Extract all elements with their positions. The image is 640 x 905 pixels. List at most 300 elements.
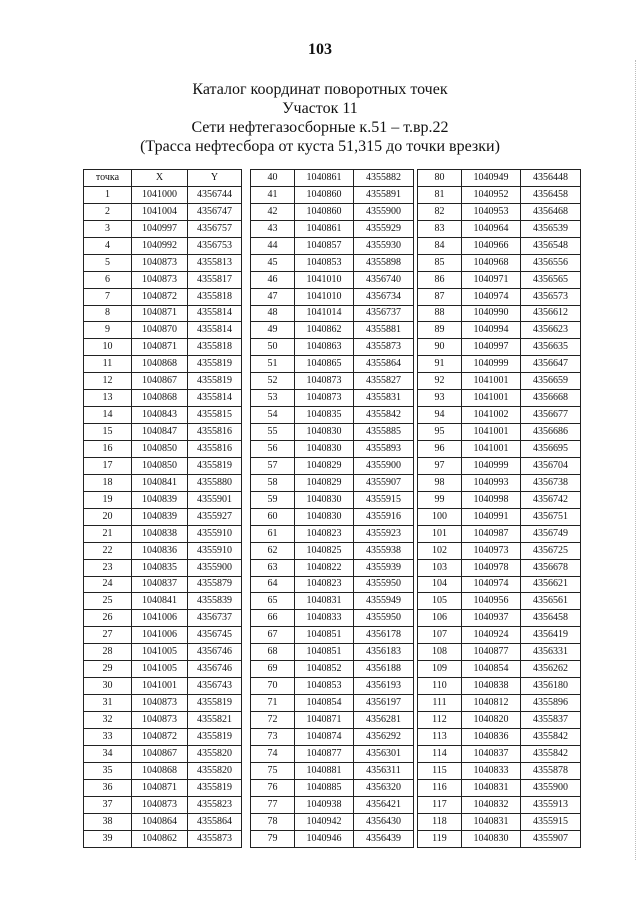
y-cell: 4356430: [354, 813, 414, 830]
table-row: [251, 644, 414, 661]
x-cell: 1040837: [462, 745, 521, 762]
table-row: [418, 271, 581, 288]
point-cell: 118: [418, 813, 462, 830]
table-row: [418, 593, 581, 610]
y-cell: 4355837: [521, 712, 581, 729]
y-cell: 4356458: [521, 186, 581, 203]
point-cell: 85: [418, 254, 462, 271]
table-row: [251, 695, 414, 712]
table-row: [84, 712, 242, 729]
point-cell: 49: [251, 322, 295, 339]
y-cell: 4355831: [354, 390, 414, 407]
point-cell: 42: [251, 203, 295, 220]
y-cell: 4355815: [188, 407, 242, 424]
point-cell: 1: [84, 186, 132, 203]
x-cell: 1040885: [295, 779, 354, 796]
y-cell: 4356468: [521, 203, 581, 220]
x-cell: 1040971: [462, 271, 521, 288]
x-cell: 1040873: [132, 254, 188, 271]
point-cell: 71: [251, 695, 295, 712]
point-cell: 55: [251, 424, 295, 441]
x-cell: 1040946: [295, 830, 354, 847]
table-row: [251, 627, 414, 644]
table-row: [84, 576, 242, 593]
table-row: [251, 254, 414, 271]
point-cell: 5: [84, 254, 132, 271]
point-cell: 8: [84, 305, 132, 322]
table-row: [84, 254, 242, 271]
table-row: [251, 390, 414, 407]
point-cell: 50: [251, 339, 295, 356]
table-row: [251, 373, 414, 390]
point-cell: 67: [251, 627, 295, 644]
y-cell: 4355907: [354, 474, 414, 491]
table-row: [251, 678, 414, 695]
x-cell: 1040868: [132, 390, 188, 407]
point-cell: 20: [84, 508, 132, 525]
y-cell: 4355839: [188, 593, 242, 610]
y-cell: 4356746: [188, 661, 242, 678]
x-cell: 1040872: [132, 728, 188, 745]
table-row: [84, 390, 242, 407]
point-cell: 45: [251, 254, 295, 271]
y-cell: 4355915: [521, 813, 581, 830]
point-cell: 101: [418, 525, 462, 542]
table-row: [251, 271, 414, 288]
table-row: [418, 237, 581, 254]
table-row: [84, 661, 242, 678]
point-cell: 105: [418, 593, 462, 610]
table-row: [418, 491, 581, 508]
y-cell: 4356565: [521, 271, 581, 288]
x-cell: 1040873: [132, 695, 188, 712]
table-row: [418, 508, 581, 525]
y-cell: 4356743: [188, 678, 242, 695]
x-cell: 1040850: [132, 457, 188, 474]
point-cell: 19: [84, 491, 132, 508]
point-cell: 102: [418, 542, 462, 559]
table-row: [418, 576, 581, 593]
x-cell: 1040924: [462, 627, 521, 644]
x-cell: 1040937: [462, 610, 521, 627]
y-cell: 4355929: [354, 220, 414, 237]
point-cell: 34: [84, 745, 132, 762]
x-cell: 1040994: [462, 322, 521, 339]
point-cell: 41: [251, 186, 295, 203]
x-cell: 1040862: [132, 830, 188, 847]
x-cell: 1040839: [132, 491, 188, 508]
y-cell: 4355819: [188, 356, 242, 373]
point-cell: 88: [418, 305, 462, 322]
x-cell: 1040966: [462, 237, 521, 254]
point-cell: 54: [251, 407, 295, 424]
y-cell: 4355896: [521, 695, 581, 712]
point-cell: 61: [251, 525, 295, 542]
y-cell: 4355881: [354, 322, 414, 339]
point-cell: 26: [84, 610, 132, 627]
y-cell: 4355827: [354, 373, 414, 390]
page-number: 103: [308, 41, 332, 58]
point-cell: 100: [418, 508, 462, 525]
table-row: [418, 542, 581, 559]
x-cell: 1040997: [132, 220, 188, 237]
y-cell: 4356635: [521, 339, 581, 356]
table-row: [418, 390, 581, 407]
point-cell: 68: [251, 644, 295, 661]
table-row: [84, 491, 242, 508]
y-cell: 4356749: [521, 525, 581, 542]
table-row: [251, 745, 414, 762]
y-cell: 4356448: [521, 170, 581, 187]
y-cell: 4355814: [188, 390, 242, 407]
y-cell: 4356753: [188, 237, 242, 254]
x-cell: 1040833: [462, 762, 521, 779]
table-row: [418, 610, 581, 627]
point-cell: 97: [418, 457, 462, 474]
table-row: [418, 678, 581, 695]
table-row: [84, 203, 242, 220]
table-row: [251, 779, 414, 796]
table-row: [418, 254, 581, 271]
y-cell: 4355891: [354, 186, 414, 203]
x-cell: 1041005: [132, 644, 188, 661]
table-row: [418, 288, 581, 305]
table-row: [251, 813, 414, 830]
x-cell: 1040861: [295, 220, 354, 237]
x-cell: 1040854: [295, 695, 354, 712]
y-cell: 4356458: [521, 610, 581, 627]
x-cell: 1040874: [295, 728, 354, 745]
y-cell: 4355814: [188, 322, 242, 339]
table-row: [251, 288, 414, 305]
table-row: [251, 305, 414, 322]
point-cell: 39: [84, 830, 132, 847]
point-cell: 12: [84, 373, 132, 390]
y-cell: 4355900: [521, 779, 581, 796]
header-y: Y: [188, 170, 242, 187]
x-cell: 1041001: [462, 424, 521, 441]
x-cell: 1040868: [132, 356, 188, 373]
y-cell: 4356178: [354, 627, 414, 644]
y-cell: 4356292: [354, 728, 414, 745]
point-cell: 63: [251, 559, 295, 576]
point-cell: 6: [84, 271, 132, 288]
x-cell: 1040823: [295, 576, 354, 593]
point-cell: 72: [251, 712, 295, 729]
y-cell: 4355880: [188, 474, 242, 491]
y-cell: 4356556: [521, 254, 581, 271]
table-row: [84, 305, 242, 322]
x-cell: 1041005: [132, 661, 188, 678]
y-cell: 4356737: [354, 305, 414, 322]
x-cell: 1040830: [295, 441, 354, 458]
table-row: [418, 424, 581, 441]
point-cell: 112: [418, 712, 462, 729]
x-cell: 1040864: [132, 813, 188, 830]
y-cell: 4356331: [521, 644, 581, 661]
y-cell: 4356686: [521, 424, 581, 441]
x-cell: 1040956: [462, 593, 521, 610]
y-cell: 4355823: [188, 796, 242, 813]
table-row: [84, 593, 242, 610]
y-cell: 4355882: [354, 170, 414, 187]
coordinates-table-2: [250, 169, 414, 848]
table-row: [418, 220, 581, 237]
x-cell: 1041014: [295, 305, 354, 322]
point-cell: 51: [251, 356, 295, 373]
y-cell: 4355913: [521, 796, 581, 813]
table-row: [251, 559, 414, 576]
x-cell: 1041001: [462, 373, 521, 390]
point-cell: 69: [251, 661, 295, 678]
x-cell: 1040952: [462, 186, 521, 203]
point-cell: 76: [251, 779, 295, 796]
table-row: [251, 712, 414, 729]
y-cell: 4356747: [188, 203, 242, 220]
x-cell: 1040871: [132, 305, 188, 322]
y-cell: 4355950: [354, 610, 414, 627]
table-row: [418, 712, 581, 729]
y-cell: 4355818: [188, 339, 242, 356]
point-cell: 65: [251, 593, 295, 610]
y-cell: 4356740: [354, 271, 414, 288]
y-cell: 4355821: [188, 712, 242, 729]
table-row: [84, 339, 242, 356]
y-cell: 4356281: [354, 712, 414, 729]
table-header-row: [84, 170, 242, 187]
x-cell: 1040881: [295, 762, 354, 779]
x-cell: 1040852: [295, 661, 354, 678]
y-cell: 4356188: [354, 661, 414, 678]
point-cell: 53: [251, 390, 295, 407]
table-row: [418, 661, 581, 678]
coordinates-table-1: [83, 169, 242, 848]
table-row: [418, 407, 581, 424]
y-cell: 4355939: [354, 559, 414, 576]
x-cell: 1040830: [295, 508, 354, 525]
x-cell: 1040942: [295, 813, 354, 830]
x-cell: 1040993: [462, 474, 521, 491]
point-cell: 89: [418, 322, 462, 339]
point-cell: 73: [251, 728, 295, 745]
x-cell: 1040829: [295, 474, 354, 491]
y-cell: 4356737: [188, 610, 242, 627]
table-row: [251, 322, 414, 339]
x-cell: 1041006: [132, 610, 188, 627]
x-cell: 1040820: [462, 712, 521, 729]
y-cell: 4355879: [188, 576, 242, 593]
table-row: [84, 796, 242, 813]
y-cell: 4355842: [521, 745, 581, 762]
x-cell: 1040832: [462, 796, 521, 813]
table-row: [418, 525, 581, 542]
y-cell: 4356757: [188, 220, 242, 237]
y-cell: 4356677: [521, 407, 581, 424]
y-cell: 4356262: [521, 661, 581, 678]
table-row: [84, 559, 242, 576]
table-row: [418, 203, 581, 220]
y-cell: 4355820: [188, 745, 242, 762]
y-cell: 4355900: [354, 203, 414, 220]
x-cell: 1040968: [462, 254, 521, 271]
y-cell: 4355878: [521, 762, 581, 779]
x-cell: 1040870: [132, 322, 188, 339]
y-cell: 4355900: [188, 559, 242, 576]
table-row: [418, 305, 581, 322]
y-cell: 4355923: [354, 525, 414, 542]
table-row: [84, 237, 242, 254]
table-row: [84, 186, 242, 203]
x-cell: 1040854: [462, 661, 521, 678]
x-cell: 1040949: [462, 170, 521, 187]
x-cell: 1040877: [462, 644, 521, 661]
title-line-1: Каталог координат поворотных точек: [192, 81, 448, 98]
point-cell: 27: [84, 627, 132, 644]
table-row: [251, 491, 414, 508]
x-cell: 1041010: [295, 288, 354, 305]
point-cell: 44: [251, 237, 295, 254]
header-x: X: [132, 170, 188, 187]
point-cell: 43: [251, 220, 295, 237]
x-cell: 1040999: [462, 457, 521, 474]
x-cell: 1040843: [132, 407, 188, 424]
x-cell: 1040990: [462, 305, 521, 322]
y-cell: 4355916: [354, 508, 414, 525]
y-cell: 4355873: [188, 830, 242, 847]
table-row: [251, 762, 414, 779]
y-cell: 4355819: [188, 457, 242, 474]
point-cell: 108: [418, 644, 462, 661]
y-cell: 4355819: [188, 695, 242, 712]
point-cell: 92: [418, 373, 462, 390]
scan-edge-line: [634, 60, 636, 860]
x-cell: 1040825: [295, 542, 354, 559]
point-cell: 58: [251, 474, 295, 491]
x-cell: 1040987: [462, 525, 521, 542]
table-row: [418, 170, 581, 187]
table-row: [251, 237, 414, 254]
point-cell: 28: [84, 644, 132, 661]
point-cell: 114: [418, 745, 462, 762]
point-cell: 96: [418, 441, 462, 458]
point-cell: 10: [84, 339, 132, 356]
x-cell: 1040837: [132, 576, 188, 593]
x-cell: 1040835: [132, 559, 188, 576]
x-cell: 1040860: [295, 203, 354, 220]
table-row: [84, 424, 242, 441]
table-row: [84, 220, 242, 237]
point-cell: 119: [418, 830, 462, 847]
point-cell: 46: [251, 271, 295, 288]
x-cell: 1040862: [295, 322, 354, 339]
point-cell: 115: [418, 762, 462, 779]
title-line-2: Участок 11: [282, 100, 358, 117]
y-cell: 4355817: [188, 271, 242, 288]
table-row: [418, 186, 581, 203]
point-cell: 2: [84, 203, 132, 220]
x-cell: 1040851: [295, 627, 354, 644]
table-row: [251, 542, 414, 559]
x-cell: 1040838: [132, 525, 188, 542]
x-cell: 1041006: [132, 627, 188, 644]
x-cell: 1041004: [132, 203, 188, 220]
y-cell: 4356659: [521, 373, 581, 390]
x-cell: 1040873: [132, 271, 188, 288]
point-cell: 60: [251, 508, 295, 525]
y-cell: 4356539: [521, 220, 581, 237]
y-cell: 4356311: [354, 762, 414, 779]
table-row: [84, 695, 242, 712]
table-row: [251, 457, 414, 474]
point-cell: 15: [84, 424, 132, 441]
y-cell: 4355819: [188, 779, 242, 796]
point-cell: 113: [418, 728, 462, 745]
table-row: [418, 644, 581, 661]
y-cell: 4355819: [188, 373, 242, 390]
y-cell: 4355842: [354, 407, 414, 424]
y-cell: 4355907: [521, 830, 581, 847]
x-cell: 1040974: [462, 576, 521, 593]
x-cell: 1040831: [462, 813, 521, 830]
point-cell: 29: [84, 661, 132, 678]
coordinates-table-3: [417, 169, 581, 848]
point-cell: 56: [251, 441, 295, 458]
x-cell: 1040841: [132, 474, 188, 491]
y-cell: 4355915: [354, 491, 414, 508]
point-cell: 95: [418, 424, 462, 441]
y-cell: 4355910: [188, 525, 242, 542]
x-cell: 1040850: [132, 441, 188, 458]
x-cell: 1040974: [462, 288, 521, 305]
table-row: [251, 339, 414, 356]
table-row: [84, 745, 242, 762]
y-cell: 4355873: [354, 339, 414, 356]
y-cell: 4355816: [188, 424, 242, 441]
y-cell: 4355816: [188, 441, 242, 458]
y-cell: 4356647: [521, 356, 581, 373]
y-cell: 4355950: [354, 576, 414, 593]
point-cell: 4: [84, 237, 132, 254]
point-cell: 9: [84, 322, 132, 339]
y-cell: 4356742: [521, 491, 581, 508]
table-row: [418, 813, 581, 830]
point-cell: 75: [251, 762, 295, 779]
point-cell: 83: [418, 220, 462, 237]
x-cell: 1040853: [295, 254, 354, 271]
y-cell: 4356439: [354, 830, 414, 847]
x-cell: 1040873: [132, 796, 188, 813]
point-cell: 78: [251, 813, 295, 830]
point-cell: 79: [251, 830, 295, 847]
point-cell: 13: [84, 390, 132, 407]
y-cell: 4356197: [354, 695, 414, 712]
y-cell: 4356180: [521, 678, 581, 695]
x-cell: 1040964: [462, 220, 521, 237]
y-cell: 4356744: [188, 186, 242, 203]
point-cell: 84: [418, 237, 462, 254]
x-cell: 1040861: [295, 170, 354, 187]
point-cell: 36: [84, 779, 132, 796]
y-cell: 4356612: [521, 305, 581, 322]
x-cell: 1040873: [295, 390, 354, 407]
point-cell: 25: [84, 593, 132, 610]
point-cell: 66: [251, 610, 295, 627]
y-cell: 4356573: [521, 288, 581, 305]
point-cell: 35: [84, 762, 132, 779]
x-cell: 1040851: [295, 644, 354, 661]
x-cell: 1040872: [132, 288, 188, 305]
catalog-title: [0, 80, 640, 156]
